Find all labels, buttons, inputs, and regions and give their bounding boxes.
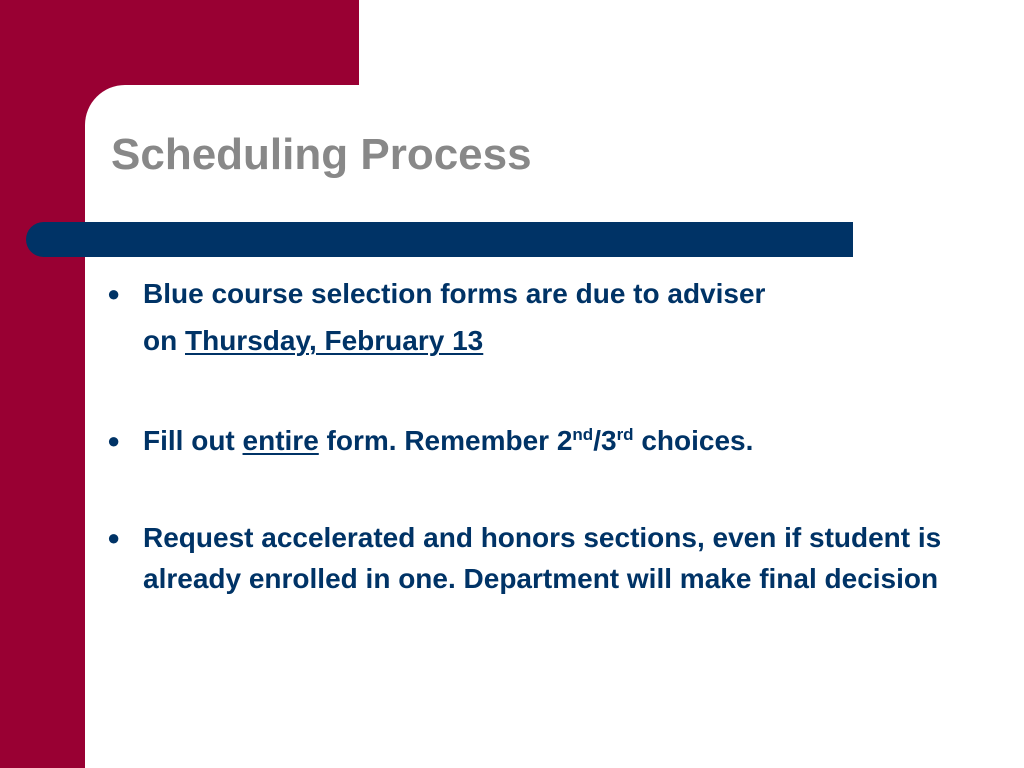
bullet-1-line-2 [143,320,983,361]
bullet-dot-icon: ● [107,281,121,306]
bullet-item-1 [107,273,983,361]
bullet-2-text [143,420,983,461]
bullet-item-3 [107,517,983,599]
entire-emphasis: entire [242,425,319,456]
due-date: Thursday, February 13 [185,325,484,356]
bullet-2-middle: form. Remember 2 [318,425,573,456]
bullet-dot-icon: ● [107,428,121,453]
slide-title: Scheduling Process [111,130,532,179]
ordinal-rd: rd [616,425,634,444]
bullet-2-slash: /3 [593,425,617,456]
bullet-1-line-1: Blue course selection forms are due to adviser [143,278,766,309]
bullet-1-prefix: on [143,325,185,356]
bullet-2-prefix: Fill out [143,425,243,456]
bullet-item-2 [107,420,983,461]
ordinal-nd: nd [572,425,594,444]
title-underline-bar [26,222,853,257]
bullet-dot-icon: ● [107,525,121,550]
bullet-3-text: Request accelerated and honors sections, even if student is already enrolled in one. Department will make final decision [143,522,942,594]
bullet-2-suffix: choices. [633,425,754,456]
